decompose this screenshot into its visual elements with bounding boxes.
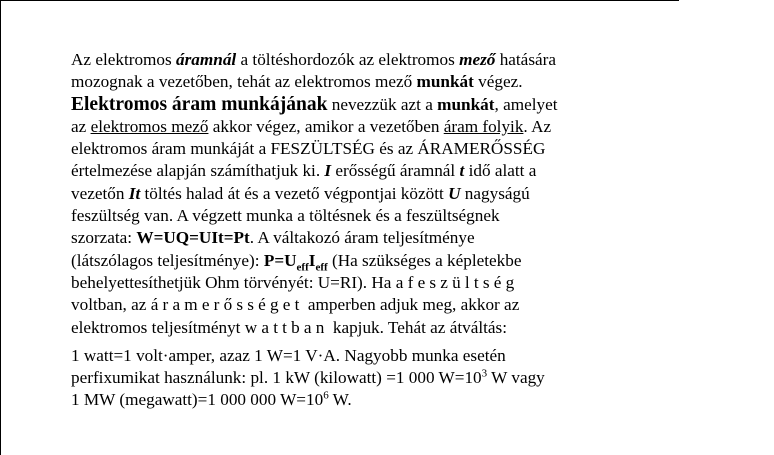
text-line (71, 317, 711, 339)
text: töltés halad át és a vezető végpontjai között (140, 183, 449, 203)
text: vezetőn (71, 183, 129, 203)
text: feszültség van. A végzett munka a töltésnek és a feszültségnek (71, 206, 500, 226)
text: értelmezése alapján számíthatjuk ki. (71, 161, 325, 181)
text-line (71, 160, 711, 182)
text: akkor végez, amikor a vezetőben (208, 116, 444, 136)
text-line (71, 183, 711, 205)
text: idő alatt a (464, 161, 537, 181)
text-block (71, 49, 711, 412)
text: elektromos teljesítményt (71, 317, 245, 337)
term: mező (459, 50, 496, 69)
symbol: It (128, 183, 141, 203)
text: amperben adjuk meg, akkor az (303, 295, 520, 315)
text: hatására (495, 50, 556, 69)
text: mozognak a vezetőben, tehát az elektromos mező (71, 72, 417, 92)
subscript: eff (315, 261, 328, 274)
text: W. (328, 390, 352, 410)
text: elektromos áram munkáját a FESZÜLTSÉG és az ÁRAMERŐSSÉG (71, 139, 546, 159)
heading-term: Elektromos áram munkájának (71, 93, 328, 115)
text: behelyettesíthetjük Ohm törvényét: U=RI). Ha a (71, 272, 408, 292)
formula-part: P=U (263, 250, 297, 270)
superscript: 3 (481, 367, 488, 380)
symbol: I (324, 161, 332, 181)
text: voltban, az (71, 295, 151, 315)
term: munkát (416, 72, 474, 92)
formula-part: I (308, 250, 316, 270)
text: az (71, 116, 91, 136)
text-line (71, 250, 711, 272)
text: 1 MW (megawatt)=1 000 000 W=10 (71, 390, 324, 410)
text: Az elektromos (71, 50, 177, 69)
underlined-term: elektromos mező (90, 116, 209, 136)
text: perfixumikat használunk: pl. 1 kW (kilowatt) =1 000 W=10 (71, 368, 482, 388)
text: a töltéshordozók az elektromos (236, 50, 460, 69)
text: végez. (473, 72, 523, 92)
text: W vagy (487, 368, 545, 388)
formula (263, 250, 328, 274)
text-line (71, 389, 711, 411)
paragraph-definition (71, 49, 711, 339)
text-line (71, 294, 711, 316)
text: nagyságú (460, 183, 530, 203)
text-line (71, 367, 711, 389)
text: (Ha szükséges a képletekbe (327, 250, 522, 270)
text-line (71, 345, 711, 367)
term: munkát (437, 94, 495, 114)
text: szorzata: (71, 228, 137, 248)
spaced-term: wattban (244, 317, 329, 337)
text: kapjuk. Tehát az átváltás: (328, 317, 507, 337)
symbol: t (459, 161, 465, 181)
text-line (71, 116, 711, 138)
formula: W=UQ=UIt=Pt (136, 228, 250, 248)
spaced-term: áramerősséget (150, 295, 304, 315)
text: , amelyet (494, 94, 558, 114)
underlined-term: áram folyik (443, 116, 524, 136)
text-line (71, 272, 711, 294)
text-line (71, 227, 711, 249)
symbol: U (448, 183, 461, 203)
text: . Az (523, 116, 552, 136)
term: áramnál (176, 50, 237, 69)
text: nevezzük azt a (327, 94, 438, 114)
text: . A váltakozó áram teljesítménye (249, 228, 475, 248)
text-line (71, 71, 711, 93)
top-rule (1, 0, 679, 1)
text: erősségű áramnál (331, 161, 460, 181)
text-line (71, 94, 711, 116)
spaced-term: feszültség (407, 272, 519, 292)
subscript: eff (296, 261, 309, 274)
superscript: 6 (323, 389, 329, 402)
text-line (71, 205, 711, 227)
text: 1 watt=1 volt·amper, azaz 1 W=1 V·A. Nagyobb munka esetén (71, 345, 506, 365)
text-line (71, 49, 711, 71)
text: (látszólagos teljesítménye): (71, 250, 264, 270)
paragraph-units (71, 345, 711, 412)
text-line (71, 138, 711, 160)
